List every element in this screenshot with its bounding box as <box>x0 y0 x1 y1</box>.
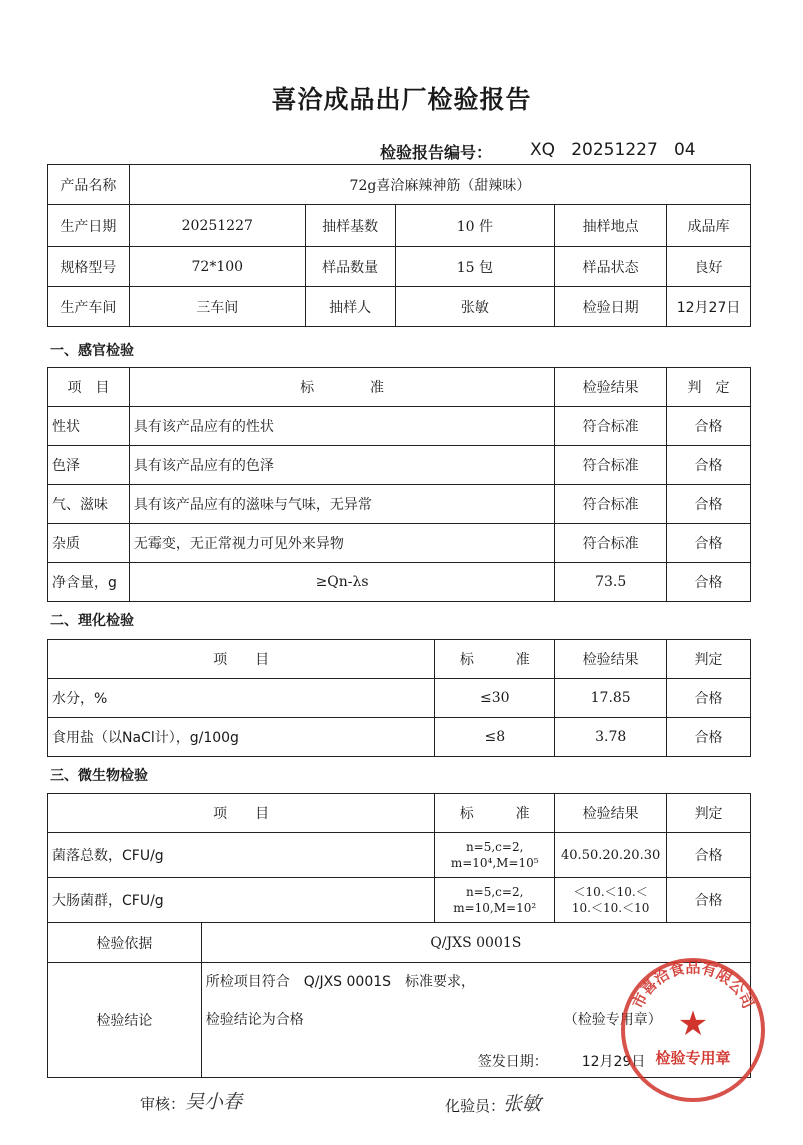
seal-note: （检验专用章） <box>563 1012 662 1028</box>
micro-judge: 合格 <box>667 878 751 923</box>
sensory-judge: 合格 <box>667 446 751 485</box>
micro-standard-line: m=10⁴,M=10⁵ <box>450 856 539 870</box>
micro-item: 大肠菌群，CFU/g <box>48 878 435 923</box>
sensory-standard: ≥Qn-λs <box>129 563 554 602</box>
micro-result-line: ＜10.＜10.＜ <box>573 885 648 899</box>
sensory-header-item: 项 目 <box>48 368 130 407</box>
spec: 72*100 <box>129 247 305 287</box>
sampler: 张敏 <box>395 287 555 327</box>
physchem-table <box>47 639 751 757</box>
prod-date-label: 生产日期 <box>48 205 130 247</box>
sample-place: 成品库 <box>667 205 751 247</box>
physchem-section-title: 二、理化检验 <box>50 613 134 629</box>
micro-standard <box>435 878 555 923</box>
inspect-date: 12月27日 <box>667 287 751 327</box>
physchem-judge: 合格 <box>667 679 751 718</box>
physchem-result: 17.85 <box>555 679 667 718</box>
sensory-header-judge: 判 定 <box>667 368 751 407</box>
sensory-header-result: 检验结果 <box>555 368 667 407</box>
micro-item: 菌落总数，CFU/g <box>48 833 435 878</box>
sample-base-label: 抽样基数 <box>305 205 395 247</box>
micro-result: 40.50.20.20.30 <box>555 833 667 878</box>
physchem-result: 3.78 <box>555 718 667 757</box>
sample-base: 10 件 <box>395 205 555 247</box>
inspection-stamp <box>618 955 768 1105</box>
conclusion-line: 所检项目符合 Q/JXS 0001S 标准要求， <box>205 974 476 990</box>
conclusion-label: 检验结论 <box>48 963 202 1078</box>
report-number-value: XQ 20251227 04 <box>530 140 696 160</box>
table-row <box>48 485 751 524</box>
sensory-judge: 合格 <box>667 485 751 524</box>
micro-header-judge: 判定 <box>667 794 751 833</box>
physchem-header-judge: 判定 <box>667 640 751 679</box>
sensory-standard: 具有该产品应有的性状 <box>129 407 554 446</box>
prod-date: 20251227 <box>129 205 305 247</box>
sample-state: 良好 <box>667 247 751 287</box>
table-row <box>48 833 751 878</box>
conclusion-line: 检验结论为合格 <box>205 1012 304 1028</box>
sensory-result: 符合标准 <box>555 446 667 485</box>
product-name-label: 产品名称 <box>48 165 130 205</box>
table-row <box>48 524 751 563</box>
table-row <box>48 407 751 446</box>
table-row <box>48 878 751 923</box>
chemist-signature: 张敏 <box>503 1093 542 1115</box>
sign-date: 12月29日 <box>581 1054 646 1070</box>
micro-result <box>555 878 667 923</box>
physchem-header-item: 项 目 <box>48 640 435 679</box>
sampler-label: 抽样人 <box>305 287 395 327</box>
sensory-standard: 无霉变，无正常视力可见外来异物 <box>129 524 554 563</box>
micro-header-result: 检验结果 <box>555 794 667 833</box>
stamp-bottom-text: 检验专用章 <box>655 1049 731 1067</box>
sensory-result: 符合标准 <box>555 407 667 446</box>
table-row <box>48 563 751 602</box>
sample-qty-label: 样品数量 <box>305 247 395 287</box>
chemist-label: 化验员： <box>445 1097 506 1115</box>
sample-place-label: 抽样地点 <box>555 205 667 247</box>
sensory-item: 性状 <box>48 407 130 446</box>
micro-header-standard: 标 准 <box>435 794 555 833</box>
workshop: 三车间 <box>129 287 305 327</box>
basis-label: 检验依据 <box>48 923 202 963</box>
micro-section-title: 三、微生物检验 <box>50 768 148 784</box>
table-row <box>48 446 751 485</box>
sensory-item: 净含量，g <box>48 563 130 602</box>
physchem-item: 水分，% <box>48 679 435 718</box>
sample-state-label: 样品状态 <box>555 247 667 287</box>
report-number-label: 检验报告编号： <box>380 143 493 162</box>
sensory-result: 73.5 <box>555 563 667 602</box>
micro-header-item: 项 目 <box>48 794 435 833</box>
sensory-standard: 具有该产品应有的滋味与气味，无异常 <box>129 485 554 524</box>
sensory-item: 杂质 <box>48 524 130 563</box>
sensory-section-title: 一、感官检验 <box>50 343 134 359</box>
sign-date-label: 签发日期： <box>477 1054 548 1070</box>
physchem-standard: ≤30 <box>435 679 555 718</box>
table-row <box>48 679 751 718</box>
sensory-standard: 具有该产品应有的色泽 <box>129 446 554 485</box>
report-number <box>380 140 696 163</box>
physchem-judge: 合格 <box>667 718 751 757</box>
spec-label: 规格型号 <box>48 247 130 287</box>
inspect-date-label: 检验日期 <box>555 287 667 327</box>
stamp-ring-text: 市喜洽食品有限公司 <box>628 958 758 1012</box>
sensory-table <box>47 367 751 602</box>
physchem-item: 食用盐（以NaCl计），g/100g <box>48 718 435 757</box>
star-icon: ★ <box>677 1004 709 1044</box>
sensory-judge: 合格 <box>667 563 751 602</box>
micro-standard-line: n=5,c=2, <box>465 840 524 854</box>
reviewer-label: 审核： <box>140 1095 186 1113</box>
sensory-judge: 合格 <box>667 524 751 563</box>
sensory-item: 色泽 <box>48 446 130 485</box>
basis-value: Q/JXS 0001S <box>201 923 750 963</box>
product-name: 72g喜洽麻辣神筋（甜辣味） <box>129 165 750 205</box>
sensory-result: 符合标准 <box>555 485 667 524</box>
micro-result-line: 10.＜10.＜10 <box>571 901 650 915</box>
sensory-result: 符合标准 <box>555 524 667 563</box>
physchem-standard: ≤8 <box>435 718 555 757</box>
reviewer-signature: 吴小春 <box>185 1091 243 1113</box>
sample-qty: 15 包 <box>395 247 555 287</box>
report-title: 喜洽成品出厂检验报告 <box>271 85 532 114</box>
sensory-header-standard: 标 准 <box>129 368 554 407</box>
micro-standard-line: n=5,c=2, <box>465 885 524 899</box>
micro-standard <box>435 833 555 878</box>
physchem-header-result: 检验结果 <box>555 640 667 679</box>
sensory-item: 气、滋味 <box>48 485 130 524</box>
table-row <box>48 718 751 757</box>
workshop-label: 生产车间 <box>48 287 130 327</box>
physchem-header-standard: 标 准 <box>435 640 555 679</box>
micro-judge: 合格 <box>667 833 751 878</box>
product-info-table <box>47 164 751 327</box>
micro-standard-line: m=10,M=10² <box>453 901 537 915</box>
sensory-judge: 合格 <box>667 407 751 446</box>
